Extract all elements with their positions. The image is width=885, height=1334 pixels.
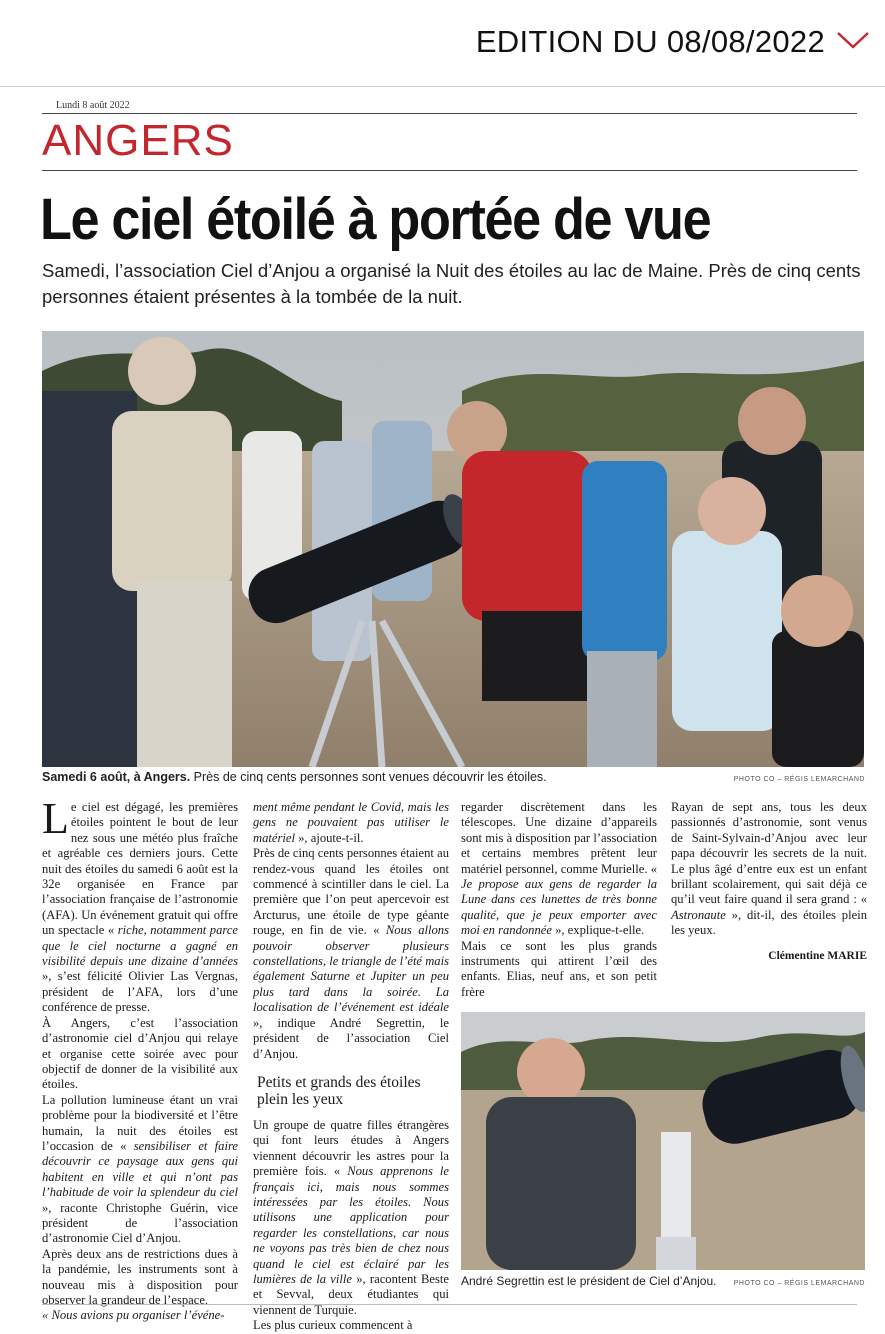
paragraph: Rayan de sept ans, tous les deux passionnés d’astronomie, sont venus de Saint-Sylvain-d’Anjou avec leur papa découvrir les secrets de la nuit. Le plus âgé d’entre eux est un enfant brillant scolairement, qui sait déjà ce qu’il veut faire quand il sera grand : « [671,800,867,907]
paragraph: Mais ce sont les plus grands instruments qui attirent l’œil des enfants. Elias, neuf ans, et son petit frère [461,938,657,999]
quote: « Nous avions pu organiser l’événe- [42,1308,225,1323]
author-byline: Clémentine MARIE [768,949,867,962]
article-column-1 [42,794,239,1324]
paragraph: e ciel est dégagé, les premières étoiles pointent le bout de leur nez sous une météo plus fraîche et agréable ces derniers jours. Cette nuit des étoiles du samedi 6 août est la 32e organisée en France par l’association française de l’astronomie (AFA). Un événement gratuit qui offre un spectacle « [42,800,238,938]
drop-cap: L [42,794,69,843]
paragraph: regarder discrètement dans les télescopes. Une dizaine d’appareils sont mis à disposition par l’association et certains membres prêtent leur matériel personnel, comme Murielle. « [461,800,657,876]
quote: ment même pendant le Covid, mais les gens ne pouvaient pas utiliser le matériel [253,800,449,845]
article-title: Le ciel étoilé à portée de vue [40,187,711,252]
quote: sensibiliser et faire découvrir ce paysage aux gens qui habitent en ville et qui n’ont pas l’habitude de voir la splendeur du ciel [42,1138,238,1200]
paragraph: », raconte Christophe Guérin, vice président de l’association d’astronomie Ciel d’Anjou. [42,1200,238,1246]
paragraph: », racontent Beste et Sevval, deux étudiantes qui viennent de Turquie. [253,1271,449,1317]
quote: Nous allons pouvoir observer plusieurs constellations, le triangle de l’été mais également Saturne et Jupiter un peu plus tard dans la soirée. La localisation de l’événement est idéale [253,923,449,1015]
paragraph: », ajoute-t-il. [294,830,364,845]
top-rule [42,113,857,114]
photo-caption [42,770,547,784]
president-telescope-photo [461,1012,865,1270]
article-column-4 [671,800,867,964]
chevron-down-icon[interactable] [835,28,871,52]
caption-text: Près de cinq cents personnes sont venues découvrir les étoiles. [190,770,547,784]
section-city: ANGERS [42,116,234,165]
paragraph: Après deux ans de restrictions dues à la pandémie, les instruments sont à nouveau mis à disposition pour observer la grandeur de l’espace. [42,1246,238,1307]
quote: Nous apprenons le français ici, mais nous sommes intéressées par les étoiles. Nous utilisons une application pour regarder les constellations, car nous ne voyons pas très bien de chez nous quand le ciel est éclairé par les lumières de la ville [253,1164,449,1286]
article-column-2 [253,800,449,1334]
paragraph: », indique André Segrettin, le président de l’association Ciel d’Anjou. [253,1015,449,1061]
photo-caption-2: André Segrettin est le président de Ciel d’Anjou. [461,1274,717,1288]
quote: riche, notamment parce que le ciel nocturne a gagné en visibilité depuis une dizaine d’années [42,923,239,969]
bottom-rule [42,1304,857,1305]
quote: Je propose aux gens de regarder la Lune dans ces lunettes de très bonne qualité, que je peux emporter avec moi en randonnée [461,877,657,938]
page-date: Lundi 8 août 2022 [56,100,130,111]
paragraph: », explique-t-elle. [551,923,645,938]
paragraph: », dit-il, des étoiles plein les yeux. [671,907,867,938]
paragraph: Un groupe de quatre filles étrangères qui font leurs études à Angers viennent découvrir les astres pour la première fois. « [253,1117,449,1179]
paragraph: La pollution lumineuse étant un vrai problème pour la biodiversité et l’être humain, la nuit des étoiles est l’occasion de « [42,1092,238,1153]
article-lead: Samedi, l’association Ciel d’Anjou a organisé la Nuit des étoiles au lac de Maine. Près de cinq cents personnes étaient présentes à la tombée de la nuit. [42,260,861,307]
photo-credit-2: PHOTO CO – RÉGIS LEMARCHAND [733,1280,865,1287]
paragraph: Près de cinq cents personnes étaient au rendez-vous quand les étoiles ont commencé à scintiller dans le ciel. La première que l’on peut apercevoir est Arcturus, une étoile de type géante rouge, en fin de vie. « [253,846,449,938]
caption-bold: Samedi 6 août, à Angers. [42,770,191,784]
article-column-3 [461,800,657,1000]
crowd-telescope-photo [42,331,864,767]
edition-label[interactable]: EDITION DU 08/08/2022 [475,24,825,59]
paragraph: À Angers, c’est l’association d’astronomie ciel d’Anjou qui relaye et organise cette soirée avec pour objectif de donner de la visibilité aux étoiles. [42,1015,238,1092]
paragraph: », s’est félicité Olivier Las Vergnas, président de l’AFA, lors d’une conférence de presse. [42,969,238,1015]
quote: Astronaute [671,907,726,922]
section-rule [42,170,857,171]
photo-credit: PHOTO CO – RÉGIS LEMARCHAND [733,776,865,783]
subheading: Petits et grands des étoiles plein les yeux [257,1073,421,1108]
edition-bar [0,0,885,87]
paragraph: Les plus curieux commencent à [253,1318,413,1333]
